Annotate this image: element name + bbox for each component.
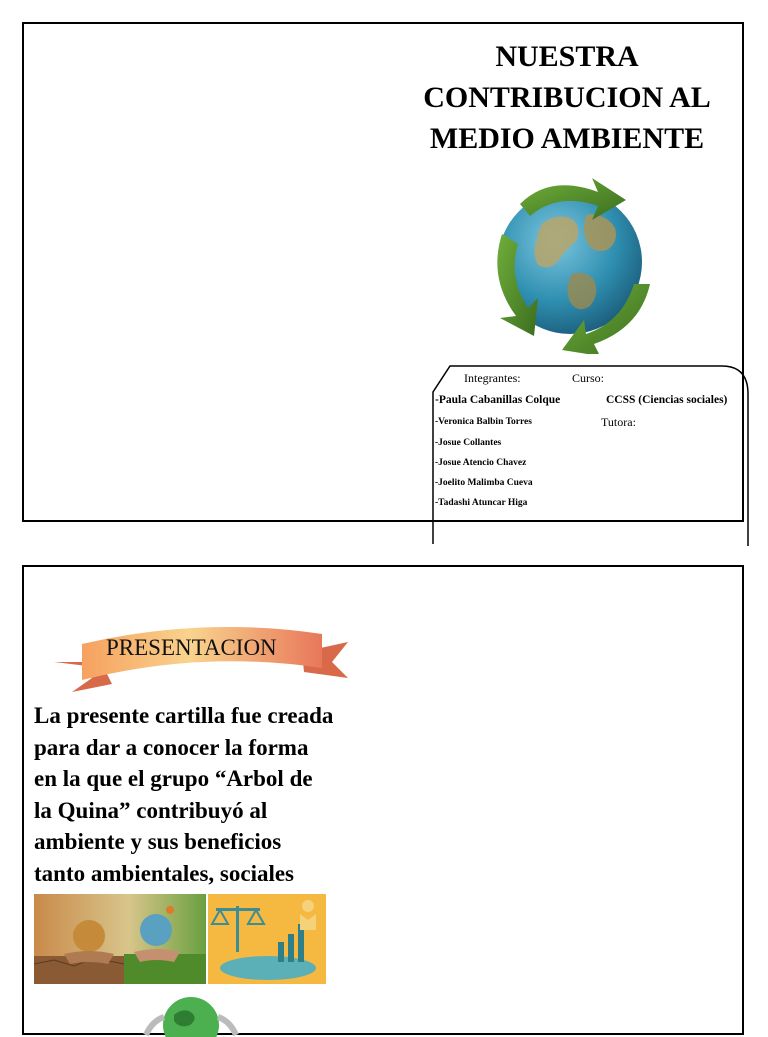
member-name: -Paula Cabanillas Colque bbox=[435, 394, 561, 406]
cover-title bbox=[407, 36, 727, 159]
members-frame bbox=[432, 364, 750, 546]
recycle-globe-icon bbox=[472, 164, 667, 354]
environment-hands-globe-icon bbox=[34, 894, 206, 984]
member-name: -Joelito Malimba Cueva bbox=[435, 478, 533, 488]
member-name: -Josue Atencio Chavez bbox=[435, 458, 527, 468]
text-line: tanto ambientales, sociales bbox=[34, 860, 295, 886]
member-name: -Veronica Balbin Torres bbox=[435, 417, 532, 427]
text-line: en la que el grupo “Arbol de bbox=[34, 766, 313, 791]
text-line: la Quina” contribuyó al bbox=[34, 797, 268, 823]
green-globe-icon bbox=[136, 987, 246, 1037]
tutora-label: Tutora: bbox=[601, 415, 636, 429]
member-name: -Tadashi Atuncar Higa bbox=[435, 498, 528, 508]
title-line: CONTRIBUCION AL bbox=[423, 81, 711, 114]
curso-value: CCSS (Ciencias sociales) bbox=[606, 394, 728, 406]
text-line: La presente cartilla fue creada bbox=[34, 703, 334, 728]
title-line: MEDIO AMBIENTE bbox=[429, 122, 705, 155]
curso-label: Curso: bbox=[572, 371, 605, 385]
integrantes-label: Integrantes: bbox=[464, 371, 521, 385]
title-line: NUESTRA bbox=[495, 40, 639, 73]
text-line: ambiente y sus beneficios bbox=[34, 829, 282, 854]
member-name: -Josue Collantes bbox=[435, 438, 502, 448]
members-box bbox=[432, 364, 750, 546]
presentation-text bbox=[34, 700, 374, 889]
cover-page bbox=[22, 22, 744, 522]
presentacion-heading: PRESENTACION bbox=[106, 635, 277, 660]
text-line: para dar a conocer la forma bbox=[34, 734, 309, 760]
presentation-page bbox=[22, 565, 744, 1035]
social-justice-scale-icon bbox=[208, 894, 326, 984]
